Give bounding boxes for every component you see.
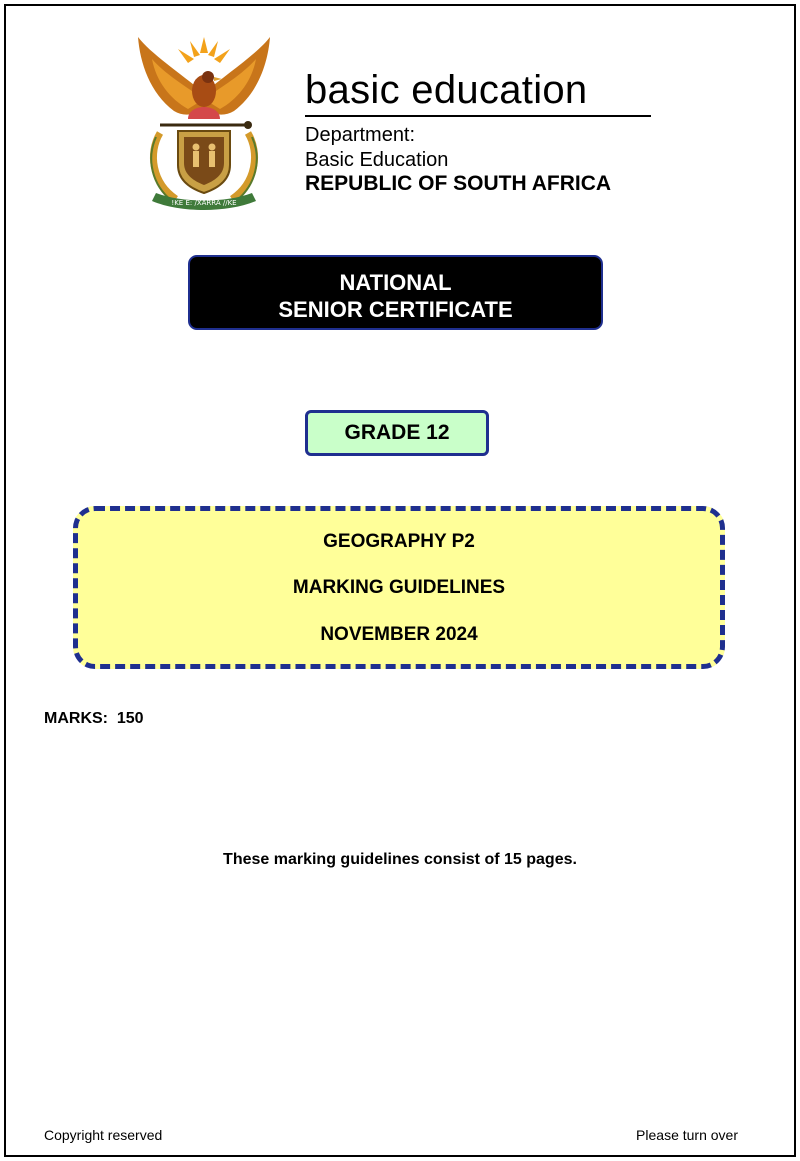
brand-title: basic education [305,68,588,112]
grade-badge: GRADE 12 [305,410,489,456]
brand-divider [305,115,651,117]
paper-title-box [73,506,725,669]
department-label: Department: [305,124,416,146]
certificate-banner [188,255,603,330]
motto-text: !KE E: /XARRA //KE [171,199,237,207]
page-count-note: These marking guidelines consist of 15 pages. [223,851,577,868]
subject-title: GEOGRAPHY P2 [323,531,475,552]
copyright-footer: Copyright reserved [44,1127,163,1143]
country-name: REPUBLIC OF SOUTH AFRICA [305,172,612,195]
coat-of-arms-icon [130,33,278,211]
total-marks: MARKS: 150 [44,710,144,727]
department-name: Basic Education [305,149,449,171]
turn-over-footer: Please turn over [636,1127,738,1143]
document-type: MARKING GUIDELINES [292,577,506,598]
certificate-line1: NATIONAL [339,270,452,295]
exam-date: NOVEMBER 2024 [320,624,478,645]
certificate-line2: SENIOR CERTIFICATE [278,297,513,322]
